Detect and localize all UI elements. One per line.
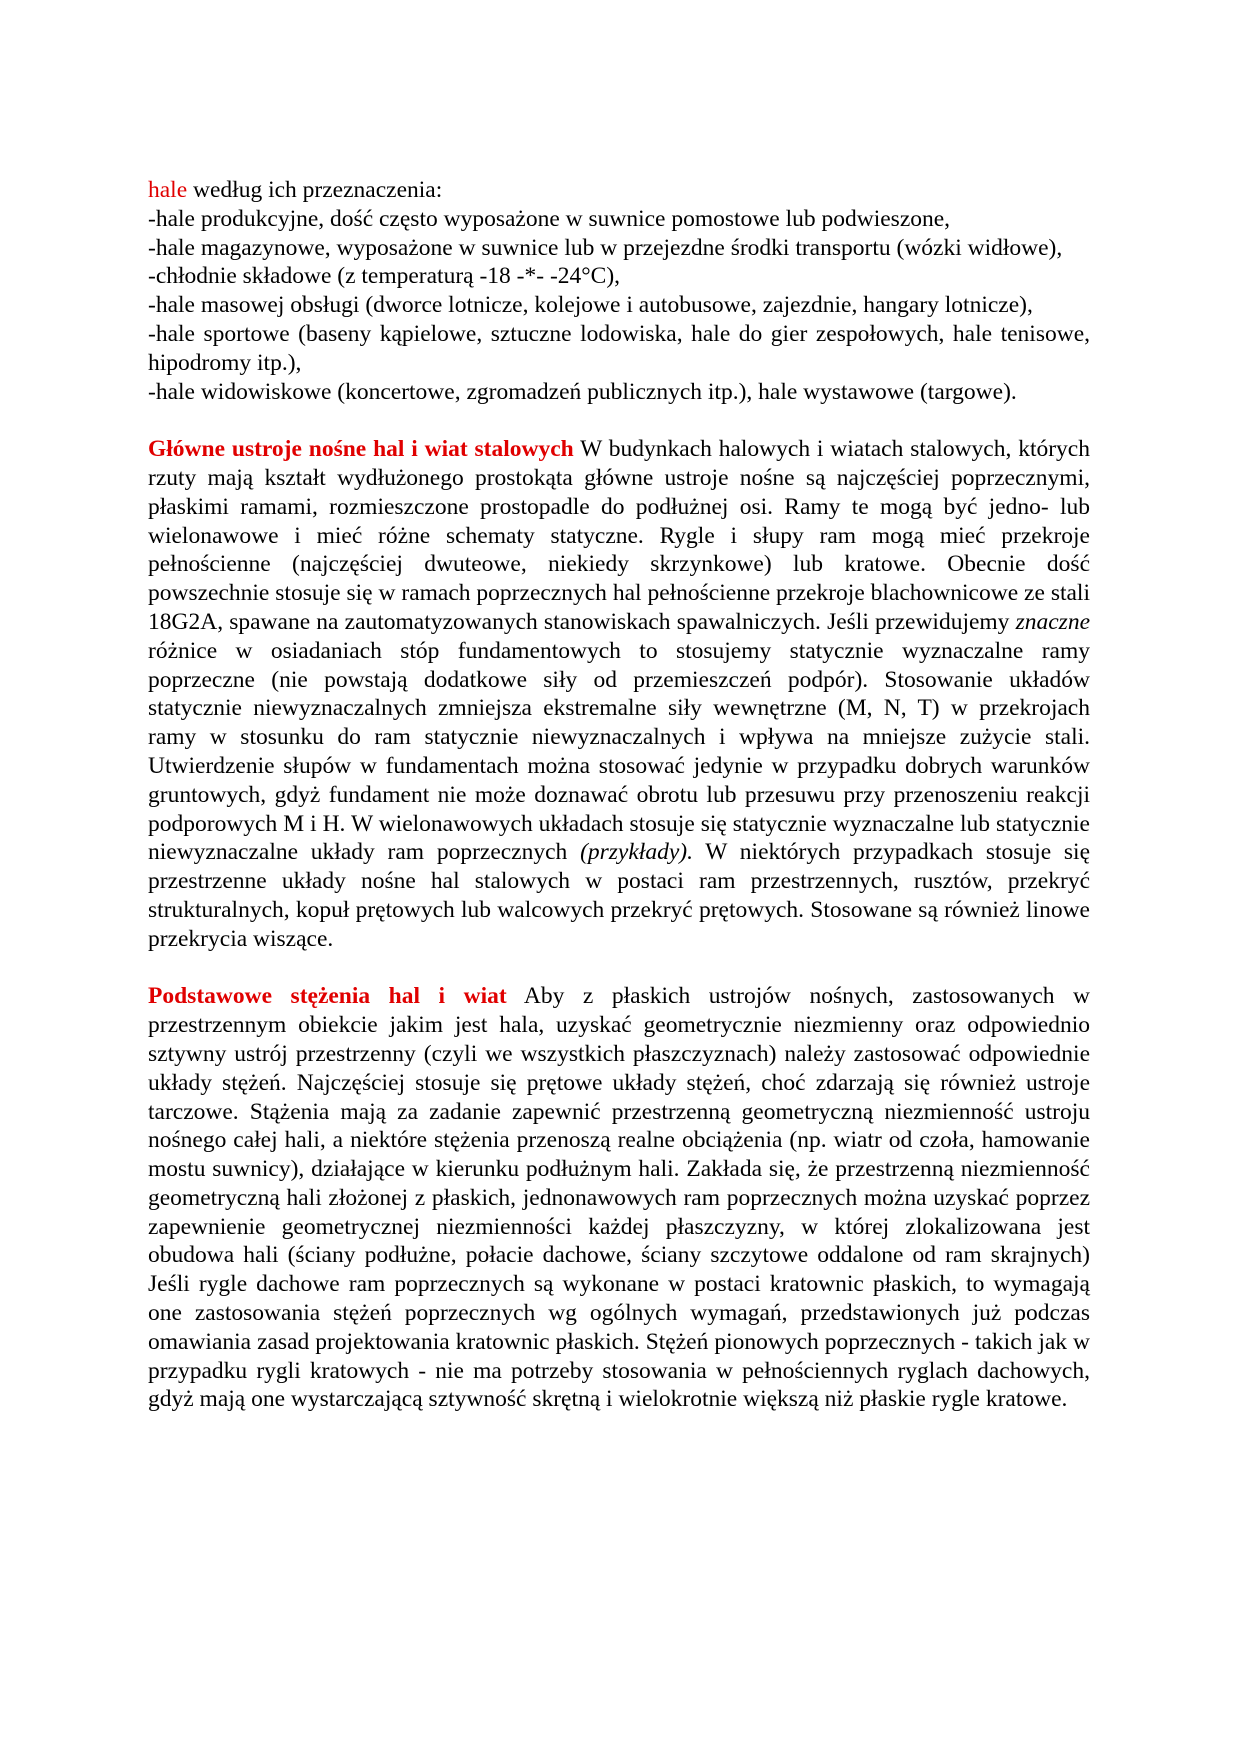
paragraph-gap: [148, 954, 1090, 983]
load-bearing-heading: Główne ustroje nośne hal i wiat stalowych: [148, 436, 574, 463]
list-item: -hale produkcyjne, dość często wyposażone w suwnice pomostowe lub podwieszone,: [148, 205, 951, 232]
hale-heading-word: hale: [148, 177, 188, 203]
list-item: -chłodnie składowe (z temperaturą -18 -*- -24°C),: [148, 263, 621, 290]
section-bracing-paragraph: [148, 982, 1090, 1414]
load-bearing-emphasis-1: znaczne: [1015, 608, 1090, 635]
bracing-heading: Podstawowe stężenia hal i wiat: [148, 983, 507, 1010]
load-bearing-text-c: W niektórych przypadkach stosuje się przestrzenne układy nośne hal stalowych w postaci ram przestrzennych, rusztów, przekryć strukturalnych, kopuł prętowych lub walcowych przekryć prętowych. Stosowane są również linowe przekrycia wiszące.: [148, 839, 1091, 952]
list-item: -hale widowiskowe (koncertowe, zgromadzeń publicznych itp.), hale wystawowe (targowe).: [148, 378, 1017, 405]
list-item: -hale magazynowe, wyposażone w suwnice lub w przejezdne środki transportu (wózki widłowe),: [148, 234, 1063, 261]
section-hale-heading: [148, 176, 1090, 205]
paragraph-gap: [148, 406, 1090, 435]
bracing-text: Aby z płaskich ustrojów nośnych, zastosowanych w przestrzennym obiekcie jakim jest hala, uzyskać geometrycznie niezmienny oraz odpowiednio sztywny ustrój przestrzenny (czyli we wszystkich płaszczyznach) należy zastosować odpowiednie układy stężeń. Najczęściej stosuje się prętowe układy stężeń, choć zdarzają się również ustroje tarczowe. Stążenia mają za zadanie zapewnić przestrzenną geometryczną niezmienność ustroju nośnego całej hali, a niektóre stężenia przenoszą realne obciążenia (np. wiatr od czoła, hamowanie mostu suwnicy), działające w kierunku podłużnym hali. Zakłada się, że przestrzenną niezmienność geometryczną hali złożonej z płaskich, jednonawowych ram poprzecznych można uzyskać poprzez zapewnienie geometrycznej niezmienności każdej płaszczyzny, w której zlokalizowana jest obudowa hali (ściany podłużne, połacie dachowe, ściany szczytowe oddalone od ram skrajnych) Jeśli rygle dachowe ram poprzecznych są wykonane w postaci kratownic płaskich, to wymagają one zastosowania stężeń poprzecznych wg ogólnych wymagań, przedstawionych już podczas omawiania zasad projektowania kratownic płaskich. Stężeń pionowych poprzecznych - takich jak w przypadku rygli kratowych - nie ma potrzeby stosowania w pełnościennych ryglach dachowych, gdyż mają one wystarczającą sztywność skrętną i wielokrotnie większą niż płaskie rygle kratowe.: [148, 983, 1090, 1413]
load-bearing-emphasis-2: (przykłady).: [580, 839, 693, 866]
document-page: [148, 176, 1090, 1414]
list-item: -hale sportowe (baseny kąpielowe, sztuczne lodowiska, hale do gier zespołowych, hale tenisowe, hipodromy itp.),: [148, 320, 1090, 376]
section-load-bearing-paragraph: [148, 435, 1090, 953]
load-bearing-text-b: różnice w osiadaniach stóp fundamentowych to stosujemy statycznie wyznaczalne ramy poprzeczne (nie powstają dodatkowe siły od przemieszczeń podpór). Stosowanie układów statycznie niewyznaczalnych zmniejsza ekstremalne siły wewnętrzne (M, N, T) w przekrojach ramy w stosunku do ram statycznie niewyznaczalnych i wpływa na mniejsze zużycie stali. Utwierdzenie słupów w fundamentach można stosować jedynie w przypadku dobrych warunków gruntowych, gdyż fundament nie może doznawać obrotu lub przesuwu przy przenoszeniu reakcji podporowych M i H. W wielonawowych układach stosuje się statycznie wyznaczalne lub statycznie niewyznaczalne układy ram poprzecznych: [148, 637, 1090, 866]
list-item: -hale masowej obsługi (dworce lotnicze, kolejowe i autobusowe, zajezdnie, hangary lotnicze),: [148, 292, 1033, 319]
hale-heading-rest: według ich przeznaczenia:: [187, 177, 443, 203]
load-bearing-text-a: W budynkach halowych i wiatach stalowych, których rzuty mają kształt wydłużonego prostokąta główne ustroje nośne są najczęściej poprzecznymi, płaskimi ramami, rozmieszczone prostopadle do podłużnej osi. Ramy te mogą być jedno- lub wielonawowe i mieć różne schematy statyczne. Rygle i słupy ram mogą mieć przekroje pełnościenne (najczęściej dwuteowe, niekiedy skrzynkowe) lub kratowe. Obecnie dość powszechnie stosuje się w ramach poprzecznych hal pełnościenne przekroje blachownicowe ze stali 18G2A, spawane na zautomatyzowanych stanowiskach spawalniczych. Jeśli przewidujemy: [148, 436, 1090, 635]
